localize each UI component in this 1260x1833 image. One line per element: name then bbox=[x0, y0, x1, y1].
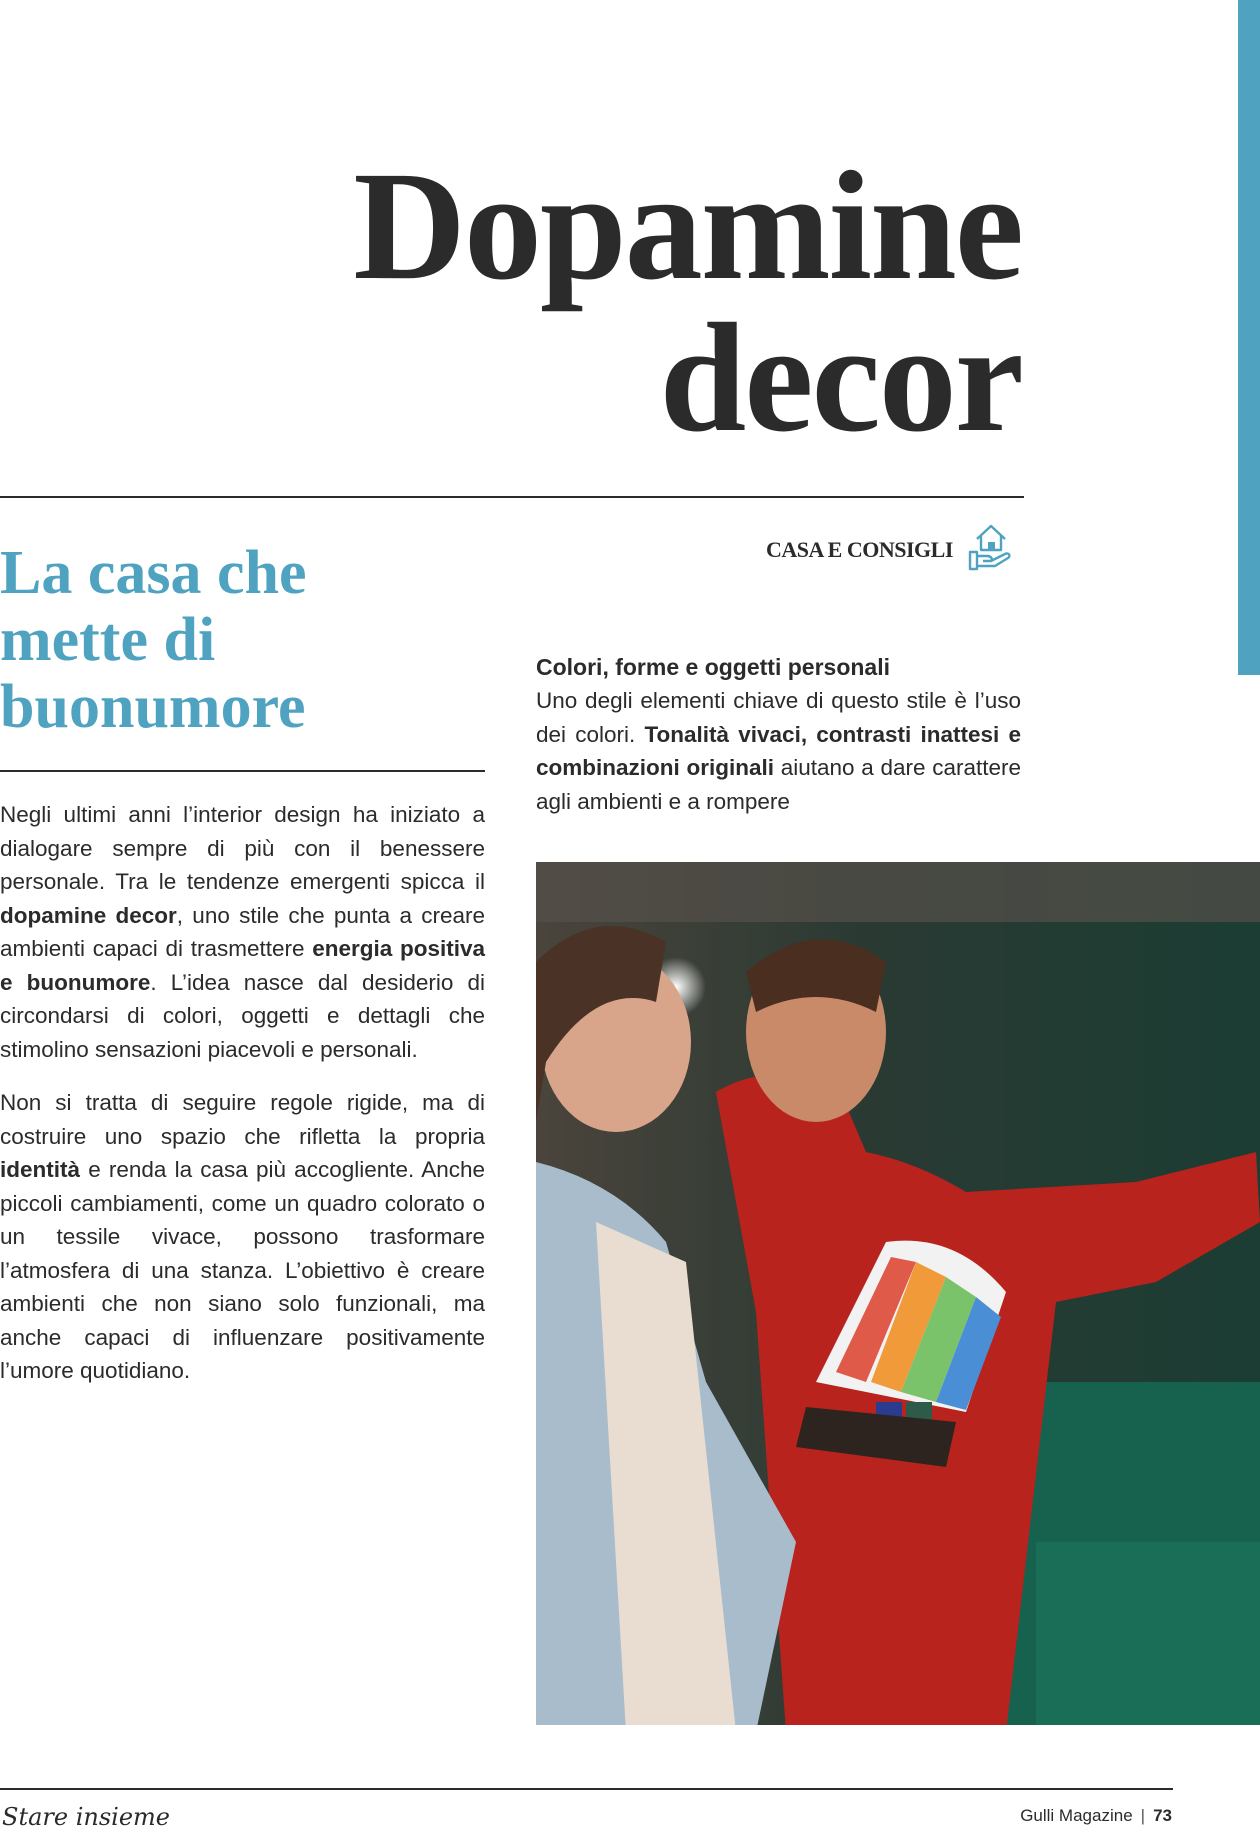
article-title bbox=[353, 139, 1022, 464]
section-tag bbox=[766, 522, 1013, 577]
text: . L’idea nasce dal desiderio di circondarsi di colori, oggetti e dettagli che stimolino sensazioni piacevoli e personali. bbox=[0, 969, 485, 1062]
paragraph-identity bbox=[0, 1086, 485, 1388]
left-column bbox=[0, 798, 485, 1388]
footer-divider bbox=[0, 1788, 1173, 1790]
subtitle-line-3: buonumore bbox=[0, 673, 306, 741]
title-divider bbox=[0, 496, 1024, 498]
text: aiutano a dare carattere agli ambienti e a rompere bbox=[536, 755, 1021, 814]
footer-folio bbox=[1020, 1806, 1172, 1826]
footer-section-name: Stare insieme bbox=[2, 1803, 170, 1831]
right-column bbox=[536, 651, 1021, 818]
title-line-2: decor bbox=[659, 291, 1022, 464]
bold-text: identità bbox=[0, 1157, 81, 1182]
house-in-hand-icon bbox=[967, 522, 1013, 577]
subtitle-divider bbox=[0, 770, 485, 772]
text: Non si tratta di seguire regole rigide, ma di costruire uno spazio che rifletta la propria bbox=[0, 1090, 485, 1149]
magazine-name: Gulli Magazine bbox=[1020, 1806, 1133, 1825]
section-label: CASA E CONSIGLI bbox=[766, 536, 953, 562]
text: e renda la casa più accogliente. Anche piccoli cambiamenti, come un quadro colorato o un tessile vivace, possono trasformare l’atmosfera di una stanza. L’obiettivo è creare ambienti che non siano solo funzionali, ma anche capaci di influenzare positivamente l’umore quotidiano. bbox=[0, 1157, 485, 1383]
subtitle-line-1: La casa che bbox=[0, 539, 307, 607]
title-line-1: Dopamine bbox=[353, 139, 1022, 312]
text: Uno degli elementi chiave di questo stile è l’uso dei colori. bbox=[536, 688, 1021, 747]
page-number: 73 bbox=[1153, 1806, 1172, 1825]
paragraph-colors bbox=[536, 684, 1021, 818]
subtitle-line-2: mette di bbox=[0, 606, 216, 674]
folio-separator: | bbox=[1140, 1806, 1146, 1825]
text: Negli ultimi anni l’interior design ha iniziato a dialogare sempre di più con il benessere personale. Tra le tendenze emergenti spicca il bbox=[0, 802, 485, 894]
paragraph-intro bbox=[0, 798, 485, 1066]
article-subtitle bbox=[0, 540, 480, 741]
accent-side-bar bbox=[1238, 0, 1260, 675]
article-photo bbox=[536, 862, 1260, 1725]
bold-text: Tonalità vivaci, contrasti inattesi e combinazioni originali bbox=[536, 721, 1022, 780]
text: , uno stile che punta a creare ambienti capaci di trasmettere bbox=[0, 902, 485, 961]
photo-illustration bbox=[536, 862, 1260, 1725]
section-heading: Colori, forme e oggetti personali bbox=[536, 654, 890, 680]
bold-text: dopamine decor bbox=[0, 902, 177, 928]
bold-text: energia positiva e buonumore bbox=[0, 936, 486, 995]
